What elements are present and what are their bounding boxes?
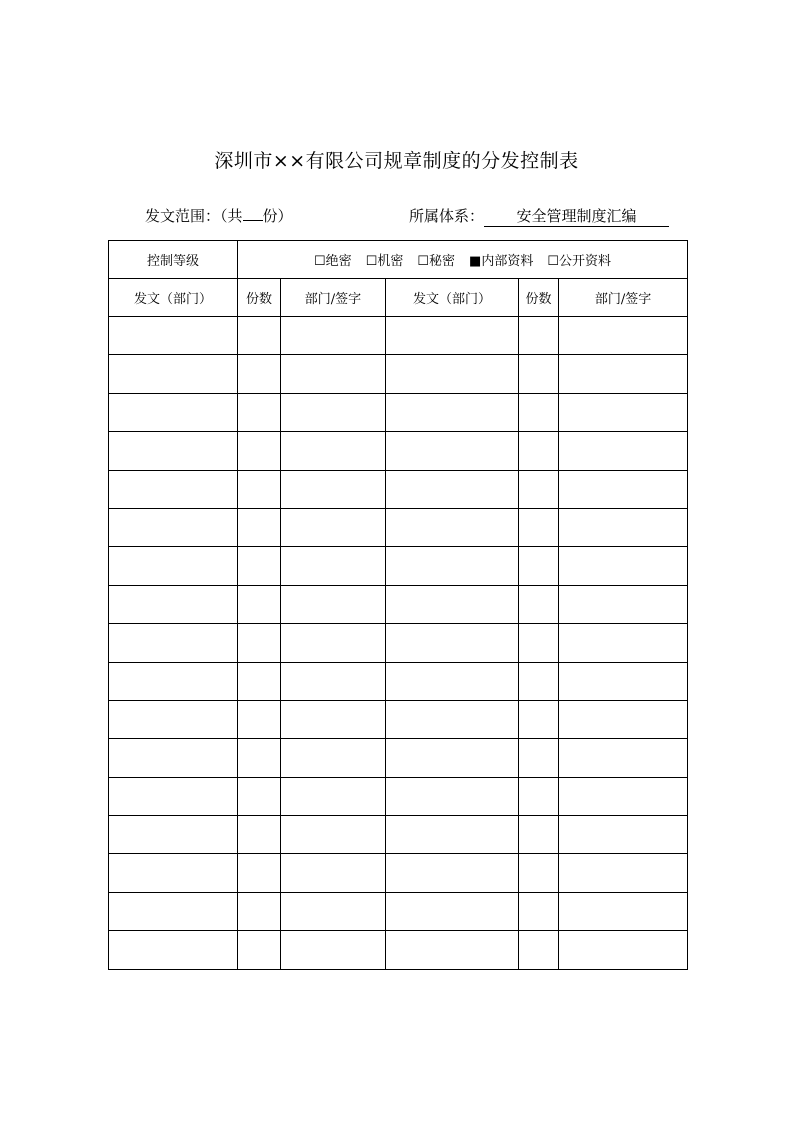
table-row bbox=[109, 739, 688, 777]
control-option[interactable] bbox=[314, 254, 352, 269]
table-cell[interactable] bbox=[559, 317, 688, 355]
page-title: 深圳市××有限公司规章制度的分发控制表 bbox=[214, 150, 579, 172]
scope-suffix: 份） bbox=[262, 207, 293, 225]
table-cell[interactable] bbox=[238, 508, 281, 546]
table-cell[interactable] bbox=[238, 816, 281, 854]
table-cell[interactable] bbox=[281, 892, 386, 930]
table-cell[interactable] bbox=[559, 739, 688, 777]
header-cell: 发文（部门） bbox=[109, 279, 238, 317]
table-row bbox=[109, 508, 688, 546]
table-cell[interactable] bbox=[386, 393, 519, 431]
table-cell[interactable] bbox=[519, 585, 559, 623]
table-cell[interactable] bbox=[109, 355, 238, 393]
table-row bbox=[109, 432, 688, 470]
table-cell[interactable] bbox=[109, 662, 238, 700]
table-cell[interactable] bbox=[386, 662, 519, 700]
table-cell[interactable] bbox=[386, 470, 519, 508]
checkbox-checked-icon[interactable]: ■ bbox=[469, 254, 482, 269]
table-row bbox=[109, 892, 688, 930]
table-cell[interactable] bbox=[519, 317, 559, 355]
table-cell[interactable] bbox=[109, 816, 238, 854]
table-cell[interactable] bbox=[559, 854, 688, 892]
table-cell[interactable] bbox=[559, 432, 688, 470]
table-cell[interactable] bbox=[519, 892, 559, 930]
table-row bbox=[109, 355, 688, 393]
control-option[interactable] bbox=[547, 254, 611, 269]
table-cell[interactable] bbox=[519, 739, 559, 777]
scope-label: 发文范围：（共 bbox=[145, 207, 243, 225]
table-cell[interactable] bbox=[281, 355, 386, 393]
table-cell[interactable] bbox=[238, 854, 281, 892]
table-cell[interactable] bbox=[519, 700, 559, 738]
table-cell[interactable] bbox=[386, 739, 519, 777]
table-cell[interactable] bbox=[386, 700, 519, 738]
table-cell[interactable] bbox=[238, 931, 281, 969]
header-cell: 部门/签字 bbox=[559, 279, 688, 317]
table-cell[interactable] bbox=[386, 892, 519, 930]
table-cell[interactable] bbox=[238, 432, 281, 470]
table-cell[interactable] bbox=[109, 432, 238, 470]
table-cell[interactable] bbox=[109, 931, 238, 969]
table-cell[interactable] bbox=[238, 393, 281, 431]
system-field bbox=[409, 205, 669, 227]
table-row bbox=[109, 470, 688, 508]
control-option-label: 公开资料 bbox=[559, 254, 612, 269]
table-row bbox=[109, 931, 688, 969]
table-cell[interactable] bbox=[281, 854, 386, 892]
control-option[interactable] bbox=[469, 254, 533, 269]
table-row bbox=[109, 700, 688, 738]
table-cell[interactable] bbox=[238, 892, 281, 930]
table-cell[interactable] bbox=[519, 931, 559, 969]
distribution-scope bbox=[145, 205, 293, 226]
table-cell[interactable] bbox=[519, 624, 559, 662]
table-cell[interactable] bbox=[559, 547, 688, 585]
control-level-row bbox=[109, 241, 688, 279]
table-cell[interactable] bbox=[281, 777, 386, 815]
control-option[interactable] bbox=[366, 254, 404, 269]
table-cell[interactable] bbox=[238, 355, 281, 393]
table-cell[interactable] bbox=[109, 777, 238, 815]
table-cell[interactable] bbox=[238, 317, 281, 355]
table-cell[interactable] bbox=[386, 816, 519, 854]
control-level-label: 控制等级 bbox=[109, 241, 238, 279]
header-cell: 发文（部门） bbox=[386, 279, 519, 317]
table-cell[interactable] bbox=[281, 739, 386, 777]
control-option-label: 秘密 bbox=[429, 254, 456, 269]
control-option-label: 绝密 bbox=[325, 254, 352, 269]
table-cell[interactable] bbox=[281, 662, 386, 700]
table-cell[interactable] bbox=[238, 547, 281, 585]
table-row bbox=[109, 662, 688, 700]
table-row bbox=[109, 317, 688, 355]
table-cell[interactable] bbox=[386, 931, 519, 969]
header-row bbox=[109, 279, 688, 317]
table-cell[interactable] bbox=[386, 585, 519, 623]
table-cell[interactable] bbox=[519, 777, 559, 815]
distribution-table bbox=[108, 240, 688, 970]
table-cell[interactable] bbox=[281, 585, 386, 623]
table-cell[interactable] bbox=[386, 317, 519, 355]
checkbox-icon[interactable]: ☐ bbox=[417, 254, 430, 269]
table-cell[interactable] bbox=[109, 854, 238, 892]
table-cell[interactable] bbox=[559, 624, 688, 662]
table-cell[interactable] bbox=[109, 739, 238, 777]
table-cell[interactable] bbox=[281, 816, 386, 854]
table-cell[interactable] bbox=[281, 393, 386, 431]
table-cell[interactable] bbox=[109, 624, 238, 662]
table-cell[interactable] bbox=[109, 585, 238, 623]
table-cell[interactable] bbox=[559, 931, 688, 969]
checkbox-icon[interactable]: ☐ bbox=[547, 254, 559, 269]
table-cell[interactable] bbox=[281, 470, 386, 508]
table-cell[interactable] bbox=[386, 355, 519, 393]
control-option[interactable] bbox=[417, 254, 455, 269]
table-cell[interactable] bbox=[281, 547, 386, 585]
table-cell[interactable] bbox=[559, 355, 688, 393]
table-cell[interactable] bbox=[281, 432, 386, 470]
table-cell[interactable] bbox=[559, 508, 688, 546]
table-cell[interactable] bbox=[238, 739, 281, 777]
table-cell[interactable] bbox=[519, 355, 559, 393]
table-cell[interactable] bbox=[559, 892, 688, 930]
table-cell[interactable] bbox=[559, 585, 688, 623]
table-cell[interactable] bbox=[238, 662, 281, 700]
table-cell[interactable] bbox=[109, 892, 238, 930]
table-cell[interactable] bbox=[559, 700, 688, 738]
table-cell[interactable] bbox=[238, 470, 281, 508]
table-row bbox=[109, 624, 688, 662]
table-cell[interactable] bbox=[559, 816, 688, 854]
table-cell[interactable] bbox=[109, 547, 238, 585]
table-cell[interactable] bbox=[519, 662, 559, 700]
table-row bbox=[109, 393, 688, 431]
table-cell[interactable] bbox=[386, 547, 519, 585]
table-cell[interactable] bbox=[386, 777, 519, 815]
table-cell[interactable] bbox=[519, 470, 559, 508]
table-cell[interactable] bbox=[559, 662, 688, 700]
control-option-label: 内部资料 bbox=[481, 254, 534, 269]
table-cell[interactable] bbox=[519, 547, 559, 585]
table-row bbox=[109, 585, 688, 623]
header-cell: 份数 bbox=[519, 279, 559, 317]
system-label: 所属体系： bbox=[409, 207, 485, 225]
header-cell: 部门/签字 bbox=[281, 279, 386, 317]
table-cell[interactable] bbox=[281, 931, 386, 969]
table-cell[interactable] bbox=[519, 854, 559, 892]
table-row bbox=[109, 777, 688, 815]
table-cell[interactable] bbox=[238, 624, 281, 662]
table-cell[interactable] bbox=[519, 508, 559, 546]
table-cell[interactable] bbox=[281, 700, 386, 738]
control-level-options bbox=[238, 241, 688, 279]
table-cell[interactable] bbox=[238, 585, 281, 623]
table-cell[interactable] bbox=[281, 317, 386, 355]
table-cell[interactable] bbox=[109, 508, 238, 546]
table-cell[interactable] bbox=[386, 432, 519, 470]
table-cell[interactable] bbox=[386, 508, 519, 546]
table-cell[interactable] bbox=[109, 317, 238, 355]
table-row bbox=[109, 547, 688, 585]
table-cell[interactable] bbox=[559, 777, 688, 815]
table-cell[interactable] bbox=[281, 624, 386, 662]
table-cell[interactable] bbox=[386, 624, 519, 662]
table-cell[interactable] bbox=[386, 854, 519, 892]
control-option-label: 机密 bbox=[377, 254, 404, 269]
table-cell[interactable] bbox=[281, 508, 386, 546]
table-cell[interactable] bbox=[559, 393, 688, 431]
header-cell: 份数 bbox=[238, 279, 281, 317]
checkbox-icon[interactable]: ☐ bbox=[365, 254, 378, 269]
checkbox-icon[interactable]: ☐ bbox=[314, 254, 326, 269]
table-cell[interactable] bbox=[519, 432, 559, 470]
table-row bbox=[109, 854, 688, 892]
table-cell[interactable] bbox=[109, 393, 238, 431]
system-value[interactable]: 安全管理制度汇编 bbox=[484, 205, 669, 227]
table-cell[interactable] bbox=[519, 393, 559, 431]
table-cell[interactable] bbox=[238, 777, 281, 815]
table-cell[interactable] bbox=[519, 816, 559, 854]
table-row bbox=[109, 816, 688, 854]
table-cell[interactable] bbox=[109, 700, 238, 738]
table-cell[interactable] bbox=[109, 470, 238, 508]
table-cell[interactable] bbox=[238, 700, 281, 738]
copies-blank[interactable] bbox=[243, 206, 263, 221]
table-cell[interactable] bbox=[559, 470, 688, 508]
